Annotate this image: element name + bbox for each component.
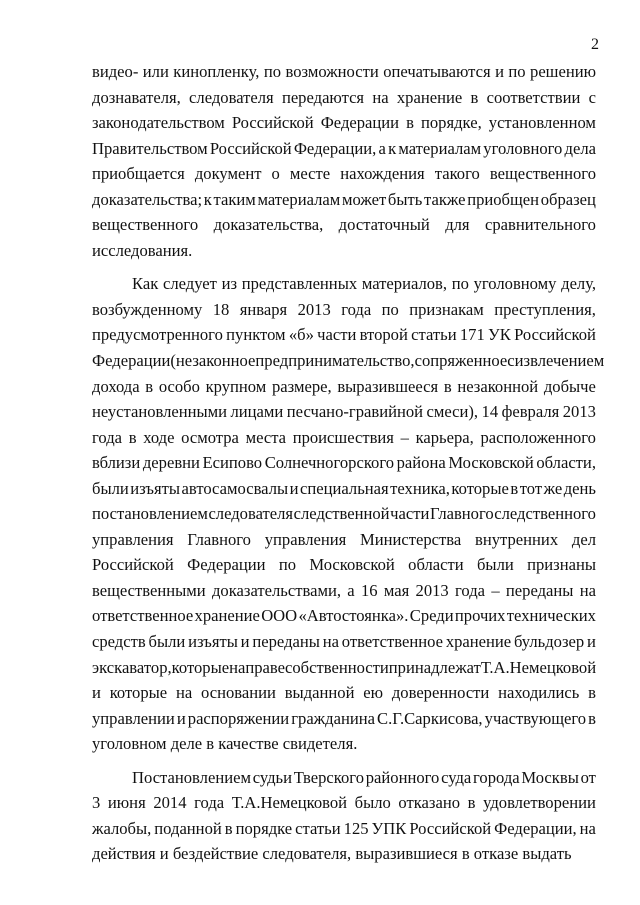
text-line: управлении и распоряжении гражданина С.Г.Саркисова, участвующего в — [92, 708, 596, 728]
text-line: вещественными доказательствами, а 16 мая 2013 года – переданы на — [92, 580, 596, 600]
text-line: дохода в особо крупном размере, выразившееся в незаконной добыче — [92, 376, 596, 396]
text-line: Правительством Российской Федерации, а к материалам уголовного дела — [92, 138, 596, 158]
document-body — [92, 59, 605, 867]
paragraph-gap — [92, 757, 596, 765]
text-line: Как следует из представленных материалов, по уголовному делу, — [132, 274, 596, 294]
text-line: вещественного доказательства, достаточный для сравнительного — [92, 215, 596, 235]
text-line: ответственное хранение ООО «Автостоянка». Среди прочих технических — [92, 606, 596, 626]
text-line: доказательства; к таким материалам может быть также приобщен образец — [92, 189, 596, 209]
paragraph — [92, 271, 605, 756]
text-line: Российской Федерации по Московской области были признаны — [92, 555, 596, 575]
paragraph-gap — [92, 263, 596, 271]
text-line: исследования. — [92, 240, 193, 260]
text-line: предусмотренного пунктом «б» части второй статьи 171 УК Российской — [92, 325, 596, 345]
text-line: года в ходе осмотра места происшествия – карьера, расположенного — [92, 427, 596, 447]
text-line: дознавателя, следователя передаются на хранение в соответствии с — [92, 87, 596, 107]
text-line: постановлением следователя следственной части Главного следственного — [92, 504, 596, 524]
text-line: управления Главного управления Министерства внутренних дел — [92, 529, 596, 549]
text-line: экскаватор, которые на праве собственности принадлежат Т.А.Немецковой — [92, 657, 597, 677]
text-line: возбужденному 18 января 2013 года по признакам преступления, — [92, 299, 596, 319]
text-line: вблизи деревни Есипово Солнечногорского района Московской области, — [92, 453, 596, 473]
text-line: жалобы, поданной в порядке статьи 125 УПК Российской Федерации, на — [92, 818, 596, 838]
text-line: были изъяты автосамосвалы и специальная техника, которые в тот же день — [92, 478, 596, 498]
text-line: неустановленными лицами песчано-гравийной смеси), 14 февраля 2013 — [92, 402, 596, 422]
page-number: 2 — [591, 36, 599, 53]
text-line: приобщается документ о месте нахождения такого вещественного — [92, 164, 596, 184]
text-line: 3 июня 2014 года Т.А.Немецковой было отказано в удовлетворении — [92, 793, 596, 813]
text-line: и которые на основании выданной ею доверенности находились в — [92, 683, 596, 703]
text-line: средств были изъяты и переданы на ответственное хранение бульдозер и — [92, 632, 596, 652]
text-line: Постановлением судьи Тверского районного суда города Москвы от — [132, 767, 596, 787]
text-line: законодательством Российской Федерации в порядке, установленном — [92, 113, 596, 133]
paragraph — [92, 59, 596, 263]
paragraph — [92, 765, 596, 867]
text-line: действия и бездействие следователя, выразившиеся в отказе выдать — [92, 844, 572, 864]
text-line: Федерации (незаконное предпринимательство, сопряженное с извлечением — [92, 351, 605, 371]
text-line: видео- или кинопленку, по возможности опечатываются и по решению — [92, 62, 596, 81]
text-line: уголовном деле в качестве свидетеля. — [92, 734, 358, 754]
